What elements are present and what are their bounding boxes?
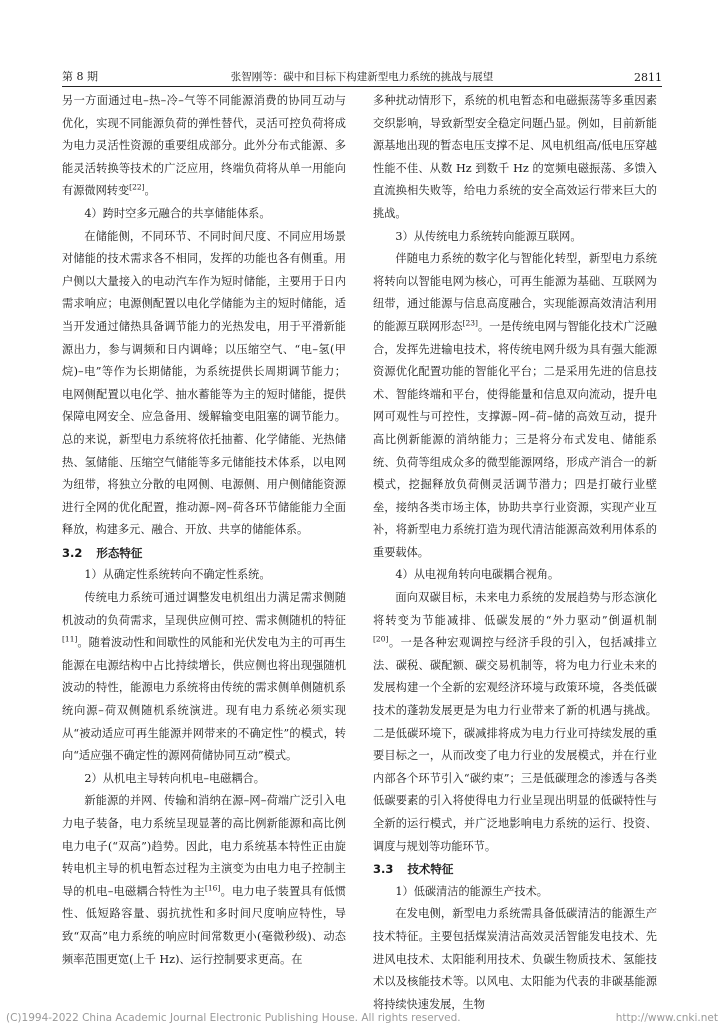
issue-label: 第 8 期	[62, 70, 98, 83]
paragraph: 伴随电力系统的数字化与智能化转型，新型电力系统将转向以智能电网为核心，可再生能源为基础、互联网为纽带，通过能源与信息高度融合，实现能源高效清洁利用的能源互联网形态[23]。一是传统电网与智能化技术广泛融合，发挥先进输电技术，将传统电网升级为具有强大能源资源优化配置功能的智能化平台；二是采用先进的信息技术、智能终端和平台，使得能量和信息双向流动，提升电网可观性与可控性，支撑源–网–荷–储的高效互动，提升高比例新能源的消纳能力；三是将分布式发电、储能系统、负荷等组成众多的微型能源网络，形成产消合一的新模式，挖掘释放负荷侧灵活调节潜力；四是打破行业壁垒，接纳各类市场主体，协助共享行业资源，实现产业互补，将新型电力系统打造为现代清洁能源高效利用体系的重要载体。	[373, 252, 657, 559]
paragraph: 在储能侧，不同环节、不同时间尺度、不同应用场景对储能的技术需求各不相同，发挥的功能也各有侧重。用户侧以大量接入的电动汽车作为短时储能，主要用于日内需求响应；电源侧配置以电化学储能为主的短时储能，适当开发通过储热具备调节能力的光热发电，用于平滑新能源出力，参与调频和日内调峰；以压缩空气、“电–氢(甲烷)–电”等作为长期储能，为系统提供长周期调节能力；电网侧配置以电化学、抽水蓄能等为主的短时储能，提供保障电网安全、应急备用、缓解输变电阻塞的调节能力。总的来说，新型电力系统将依托抽蓄、化学储能、光热储热、氢储能、压缩空气储能等多元储能技术体系，以电网为纽带，将独立分散的电网侧、电源侧、用户侧储能资源进行全网的优化配置，推动源–网–荷各环节储能能力全面释放，构建多元、融合、开放、共享的储能体系。	[62, 229, 346, 537]
list-item-heading: 3）从传统电力系统转向能源互联网。	[395, 229, 582, 243]
list-item-heading: 1）从确定性系统转向不确定性系统。	[84, 568, 271, 582]
paragraph: 面向双碳目标，未来电力系统的发展趋势与形态演化将转变为节能减排、低碳发展的“外力驱动”倒逼机制[20]。一是各种宏观调控与经济手段的引入，包括减排立法、碳税、碳配额、碳交易机制等，将为电力行业未来的发展构建一个全新的宏观经济环境与政策环境，各类低碳技术的蓬勃发展更是为电力行业带来了新的机遇与挑战。二是低碳环境下，碳减排将成为电力行业可持续发展的重要目标之一，从而改变了电力行业的发展模式，并在行业内部各个环节引入“碳约束”；三是低碳理念的渗透与各类低碳要素的引入将使得电力行业呈现出明显的低碳特性与全新的运行模式，并广泛地影响电力系统的运行、投资、调度与规划等功能环节。	[373, 591, 657, 853]
paragraph: 新能源的并网、传输和消纳在源–网–荷端广泛引入电力电子装备，电力系统呈现显著的高比例新能源和高比例电力电子(“双高”)趋势。因此，电力系统基本特性正由旋转电机主导的机电暂态过程为主演变为由电力电子控制主导的机电–电磁耦合特性为主[16]。电力电子装置具有低惯性、低短路容量、弱抗扰性和多时间尺度响应特性，导致“双高”电力系统的响应时间常数更小(毫微秒级)、动态频率范围更宽(上千 Hz)、运行控制要求更高。在	[62, 794, 346, 966]
paragraph: 传统电力系统可通过调整发电机组出力满足需求侧随机波动的负荷需求，呈现供应侧可控、需求侧随机的特征[11]。随着波动性和间歇性的风能和光伏发电为主的可再生能源在电源结构中占比持续增长，供应侧也将出现强随机波动的特性，能源电力系统将由传统的需求侧单侧随机系统向源–荷双侧随机系统演进。现有电力系统必须实现从“被动适应可再生能源并网带来的不确定性”的模式，转向“适应强不确定性的源网荷储协同互动”模式。	[62, 591, 346, 763]
right-column	[373, 90, 657, 1016]
running-title: 张智刚等：碳中和目标下构建新型电力系统的挑战与展望	[230, 71, 494, 83]
cnki-url: http://www.cnki.net	[615, 1012, 718, 1024]
list-item-heading: 2）从机电主导转向机电–电磁耦合。	[84, 771, 265, 785]
citation: [20]	[373, 634, 389, 644]
paragraph: 在发电侧，新型电力系统需具备低碳清洁的能源生产技术特征。主要包括煤炭清洁高效灵活智能发电技术、先进风电技术、太阳能利用技术、负碳生物质技术、氢能技术以及核能技术等。以风电、太阳能为代表的非碳基能源将持续快速发展，生物	[373, 907, 657, 1011]
copyright-text: (C)1994-2022 China Academic Journal Electronic Publishing House. All rights reserved.	[6, 1012, 461, 1024]
list-item-heading: 1）低碳清洁的能源生产技术。	[395, 884, 548, 898]
citation: [23]	[462, 318, 478, 328]
list-item-heading: 4）跨时空多元融合的共享储能体系。	[84, 206, 271, 220]
page-number: 2811	[634, 71, 662, 84]
left-column	[62, 90, 346, 971]
paragraph: 另一方面通过电–热–冷–气等不同能源消费的协同互动与优化，实现不同能源负荷的弹性替代，灵活可控负荷将成为电力灵活性资源的重要组成部分。此外分布式能源、多能灵活转换等技术的广泛应用，终端负荷将从单一用能向有源微网转变[22]。	[62, 94, 346, 198]
paragraph: 多种扰动情形下，系统的机电暂态和电磁振荡等多重因素交织影响，导致新型安全稳定问题凸显。例如，目前新能源基地出现的暂态电压支撑不足、风电机组高/低电压穿越性能不佳、从数 Hz 到数千 Hz 的宽频电磁振荡、多馈入直流换相失败等，给电力系统的安全高效运行带来巨大的挑战。	[373, 94, 657, 220]
copyright-footer	[0, 1012, 724, 1024]
running-header	[62, 66, 662, 87]
citation: [16]	[204, 883, 221, 893]
list-item-heading: 4）从电视角转向电碳耦合视角。	[395, 568, 560, 582]
citation: [11]	[62, 634, 78, 644]
section-heading-3-3: 3.3 技术特征	[373, 862, 454, 877]
section-heading-3-2: 3.2 形态特征	[62, 545, 143, 560]
citation: [22]	[129, 182, 145, 192]
